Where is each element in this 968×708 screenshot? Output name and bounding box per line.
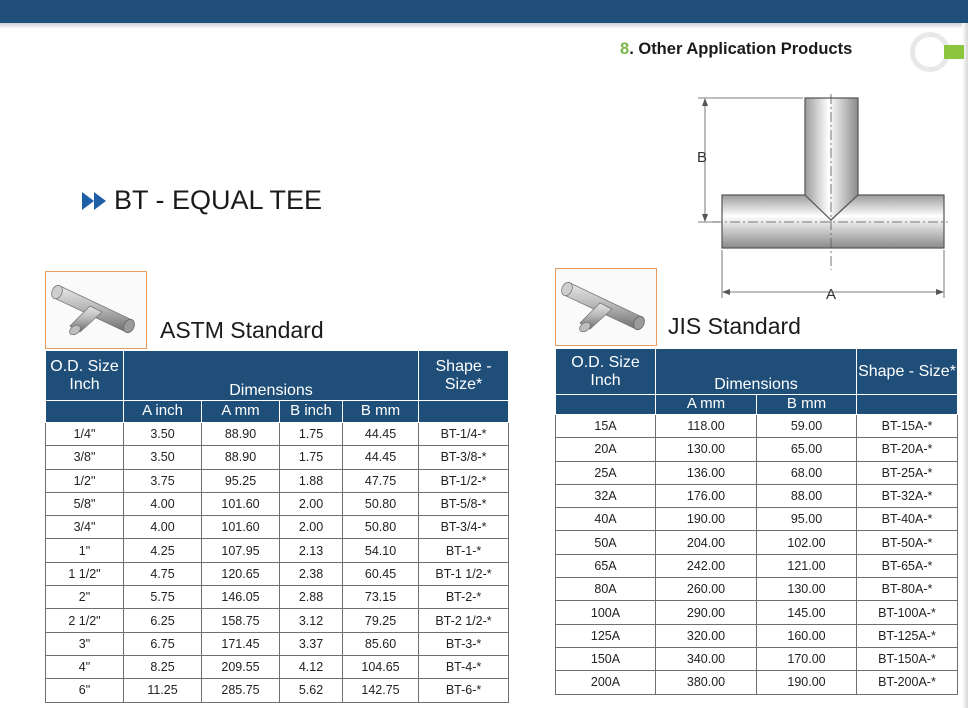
table-cell: BT-200A-*: [857, 671, 958, 694]
table-cell: 130.00: [656, 438, 757, 461]
table-cell: 50.80: [343, 492, 419, 515]
table-cell: 50.80: [343, 516, 419, 539]
table-cell: 160.00: [757, 624, 857, 647]
table-cell: 60.45: [343, 562, 419, 585]
table-cell: 340.00: [656, 647, 757, 670]
table-cell: 320.00: [656, 624, 757, 647]
table-cell: 4.25: [124, 539, 202, 562]
table-cell: 2.00: [280, 492, 343, 515]
table-cell: BT-125A-*: [857, 624, 958, 647]
table-cell: 100A: [556, 601, 656, 624]
table-cell: 130.00: [757, 578, 857, 601]
table-cell: BT-20A-*: [857, 438, 958, 461]
astm-subheader-a-mm: A mm: [202, 401, 280, 423]
table-cell: 32A: [556, 484, 656, 507]
table-row: [46, 423, 509, 446]
table-cell: 8.25: [124, 655, 202, 678]
table-row: [556, 415, 958, 438]
table-row: [556, 624, 958, 647]
page-title-text: BT - EQUAL TEE: [114, 185, 323, 215]
table-cell: 4.75: [124, 562, 202, 585]
table-cell: 142.75: [343, 679, 419, 702]
page-edge-shadow: [962, 23, 968, 708]
table-cell: 95.00: [757, 508, 857, 531]
jis-spec-table: [555, 348, 958, 695]
equal-tee-diagram: [690, 92, 950, 304]
jis-header-dimensions: Dimensions: [656, 349, 857, 395]
table-cell: 47.75: [343, 469, 419, 492]
table-cell: BT-25A-*: [857, 461, 958, 484]
table-cell: 101.60: [202, 516, 280, 539]
astm-header-od: O.D. Size Inch: [46, 351, 124, 401]
table-cell: 260.00: [656, 578, 757, 601]
table-row: [556, 647, 958, 670]
table-row: [46, 516, 509, 539]
table-cell: 4.00: [124, 492, 202, 515]
table-row: [556, 461, 958, 484]
astm-subheader-b-mm: B mm: [343, 401, 419, 423]
table-cell: 95.25: [202, 469, 280, 492]
table-cell: BT-5/8-*: [419, 492, 509, 515]
table-cell: 3.75: [124, 469, 202, 492]
table-cell: 65.00: [757, 438, 857, 461]
table-row: [46, 655, 509, 678]
table-cell: 190.00: [757, 671, 857, 694]
table-cell: 80A: [556, 578, 656, 601]
table-cell: 2.13: [280, 539, 343, 562]
astm-tee-photo: [45, 271, 147, 349]
jis-subheader-blank-2: [857, 395, 958, 415]
table-cell: 44.45: [343, 446, 419, 469]
table-cell: 40A: [556, 508, 656, 531]
table-cell: 125A: [556, 624, 656, 647]
table-cell: BT-150A-*: [857, 647, 958, 670]
table-cell: 44.45: [343, 423, 419, 446]
table-row: [556, 671, 958, 694]
table-row: [556, 601, 958, 624]
table-cell: 107.95: [202, 539, 280, 562]
table-cell: BT-6-*: [419, 679, 509, 702]
table-cell: 146.05: [202, 586, 280, 609]
table-cell: 190.00: [656, 508, 757, 531]
section-header: [620, 40, 852, 62]
table-cell: 3.12: [280, 609, 343, 632]
table-cell: BT-80A-*: [857, 578, 958, 601]
table-cell: 1 1/2": [46, 562, 124, 585]
table-cell: 1.75: [280, 446, 343, 469]
table-row: [46, 609, 509, 632]
section-title: . Other Application Products: [629, 40, 853, 58]
table-cell: 20A: [556, 438, 656, 461]
table-cell: 2.88: [280, 586, 343, 609]
table-cell: BT-1-*: [419, 539, 509, 562]
table-cell: 6": [46, 679, 124, 702]
table-cell: BT-32A-*: [857, 484, 958, 507]
table-cell: 1.75: [280, 423, 343, 446]
table-cell: 3.50: [124, 446, 202, 469]
table-row: [556, 531, 958, 554]
table-cell: 88.90: [202, 423, 280, 446]
table-cell: 4.00: [124, 516, 202, 539]
table-row: [46, 679, 509, 702]
table-cell: BT-50A-*: [857, 531, 958, 554]
table-row: [46, 446, 509, 469]
jis-subheader-a-mm: A mm: [656, 395, 757, 415]
table-cell: 68.00: [757, 461, 857, 484]
table-row: [46, 632, 509, 655]
table-cell: 5.62: [280, 679, 343, 702]
astm-header-dimensions: Dimensions: [124, 351, 419, 401]
table-cell: 290.00: [656, 601, 757, 624]
table-cell: 3.37: [280, 632, 343, 655]
table-cell: BT-1/4-*: [419, 423, 509, 446]
table-row: [46, 586, 509, 609]
table-cell: 59.00: [757, 415, 857, 438]
jis-header-shape: Shape - Size*: [857, 349, 958, 395]
table-cell: 6.25: [124, 609, 202, 632]
table-cell: 158.75: [202, 609, 280, 632]
table-cell: BT-2-*: [419, 586, 509, 609]
table-cell: 11.25: [124, 679, 202, 702]
table-cell: 204.00: [656, 531, 757, 554]
table-cell: 88.00: [757, 484, 857, 507]
table-cell: BT-3/4-*: [419, 516, 509, 539]
top-banner-bar: [0, 0, 968, 23]
table-cell: 1/2": [46, 469, 124, 492]
table-cell: 4": [46, 655, 124, 678]
table-cell: 3.50: [124, 423, 202, 446]
table-row: [46, 562, 509, 585]
double-arrow-icon: [82, 191, 110, 211]
table-cell: BT-1 1/2-*: [419, 562, 509, 585]
table-cell: 85.60: [343, 632, 419, 655]
table-row: [556, 554, 958, 577]
table-cell: 5.75: [124, 586, 202, 609]
table-cell: 3/8": [46, 446, 124, 469]
table-row: [556, 438, 958, 461]
page-title: [82, 185, 322, 216]
dimension-label-a: A: [826, 286, 837, 303]
table-cell: 6.75: [124, 632, 202, 655]
table-cell: 102.00: [757, 531, 857, 554]
table-cell: BT-65A-*: [857, 554, 958, 577]
table-cell: 118.00: [656, 415, 757, 438]
top-banner-shadow: [0, 23, 968, 29]
jis-standard-label: JIS Standard: [668, 313, 801, 339]
table-cell: 73.15: [343, 586, 419, 609]
table-cell: BT-2 1/2-*: [419, 609, 509, 632]
table-cell: 121.00: [757, 554, 857, 577]
table-cell: 200A: [556, 671, 656, 694]
table-row: [556, 484, 958, 507]
table-cell: 176.00: [656, 484, 757, 507]
table-cell: 50A: [556, 531, 656, 554]
table-cell: 150A: [556, 647, 656, 670]
table-cell: 171.45: [202, 632, 280, 655]
table-cell: 170.00: [757, 647, 857, 670]
table-cell: 4.12: [280, 655, 343, 678]
astm-header-shape: Shape - Size*: [419, 351, 509, 401]
table-cell: BT-3-*: [419, 632, 509, 655]
table-row: [46, 492, 509, 515]
astm-subheader-blank-2: [419, 401, 509, 423]
astm-spec-table: [45, 350, 509, 703]
table-cell: 2.38: [280, 562, 343, 585]
table-cell: 1.88: [280, 469, 343, 492]
table-cell: 3/4": [46, 516, 124, 539]
table-row: [556, 578, 958, 601]
table-cell: 15A: [556, 415, 656, 438]
table-cell: BT-100A-*: [857, 601, 958, 624]
table-cell: BT-40A-*: [857, 508, 958, 531]
table-cell: BT-15A-*: [857, 415, 958, 438]
jis-tee-photo: [555, 268, 657, 346]
jis-subheader-b-mm: B mm: [757, 395, 857, 415]
table-cell: 3": [46, 632, 124, 655]
table-cell: 209.55: [202, 655, 280, 678]
table-cell: 2.00: [280, 516, 343, 539]
dimension-label-b: B: [697, 149, 708, 166]
astm-subheader-a-inch: A inch: [124, 401, 202, 423]
table-cell: 88.90: [202, 446, 280, 469]
table-cell: 120.65: [202, 562, 280, 585]
table-row: [46, 539, 509, 562]
jis-header-od: O.D. Size Inch: [556, 349, 656, 395]
table-cell: 285.75: [202, 679, 280, 702]
table-cell: BT-3/8-*: [419, 446, 509, 469]
table-row: [46, 469, 509, 492]
astm-subheader-b-inch: B inch: [280, 401, 343, 423]
table-cell: 25A: [556, 461, 656, 484]
astm-subheader-blank: [46, 401, 124, 423]
table-cell: 145.00: [757, 601, 857, 624]
table-cell: 2": [46, 586, 124, 609]
table-cell: 101.60: [202, 492, 280, 515]
green-tab-icon: [944, 45, 964, 59]
table-cell: 136.00: [656, 461, 757, 484]
table-cell: 5/8": [46, 492, 124, 515]
table-cell: 242.00: [656, 554, 757, 577]
table-cell: 380.00: [656, 671, 757, 694]
astm-standard-label: ASTM Standard: [160, 317, 324, 343]
table-cell: 54.10: [343, 539, 419, 562]
table-cell: BT-1/2-*: [419, 469, 509, 492]
table-cell: 2 1/2": [46, 609, 124, 632]
table-cell: 65A: [556, 554, 656, 577]
table-cell: 104.65: [343, 655, 419, 678]
table-row: [556, 508, 958, 531]
section-number: 8: [620, 40, 630, 58]
jis-subheader-blank: [556, 395, 656, 415]
table-cell: 1/4": [46, 423, 124, 446]
table-cell: BT-4-*: [419, 655, 509, 678]
table-cell: 1": [46, 539, 124, 562]
table-cell: 79.25: [343, 609, 419, 632]
